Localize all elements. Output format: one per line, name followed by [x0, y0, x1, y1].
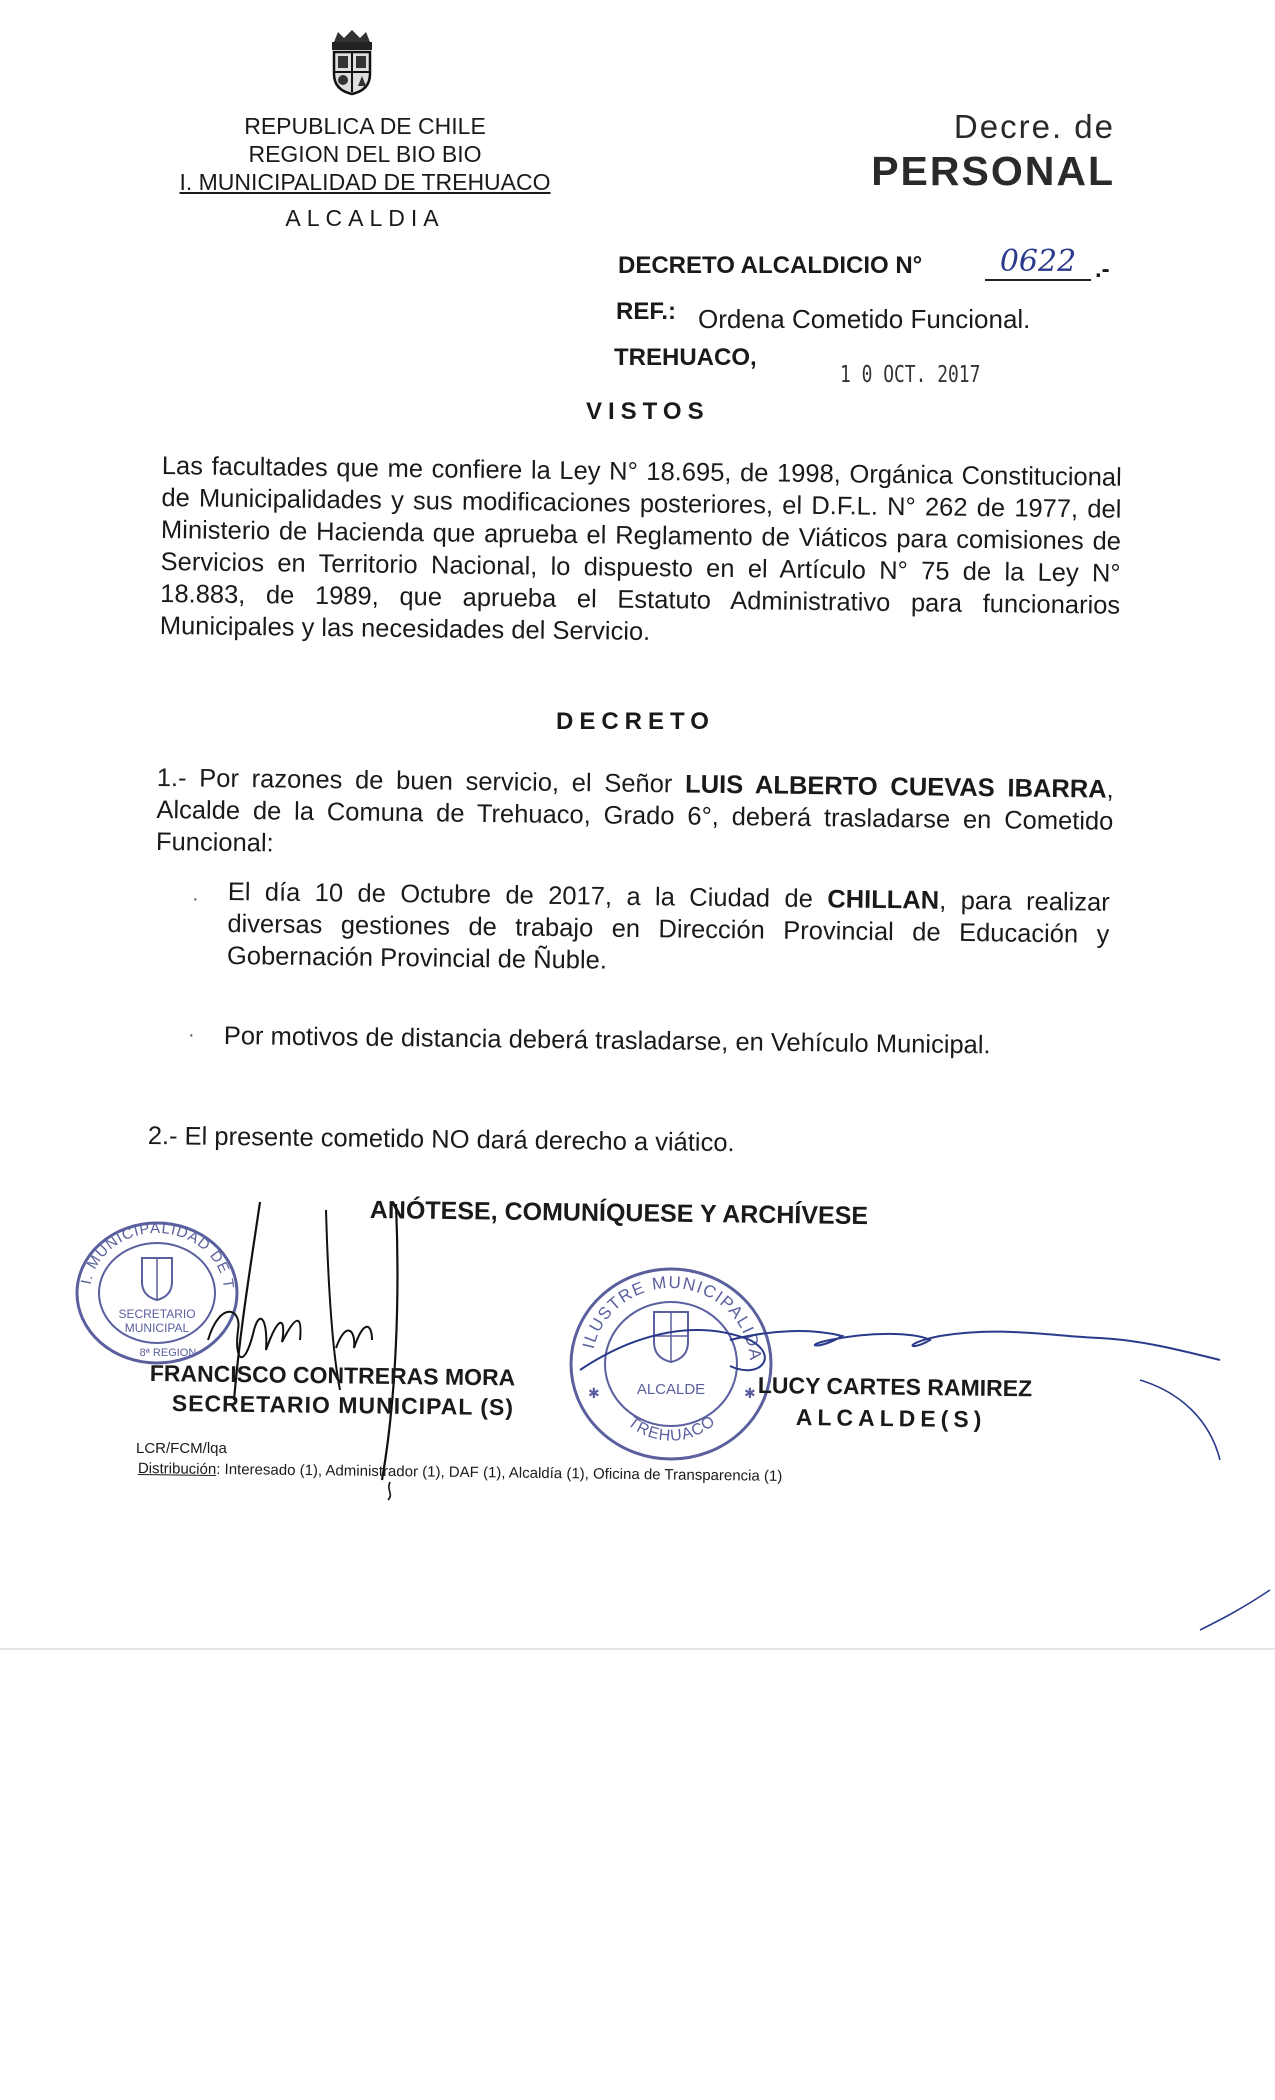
item1-rest: , Alcalde de la Comuna de Trehuaco, Grado 6°, deberá trasladarse en Cometido Funcional:	[155, 775, 1114, 858]
secretary-title: SECRETARIO MUNICIPAL (S)	[171, 1390, 515, 1421]
vistos-heading: VISTOS	[586, 398, 710, 425]
header-country: REPUBLICA DE CHILE	[244, 113, 486, 139]
mayor-title: ALCALDE(S)	[795, 1404, 987, 1433]
bullet-marker-1: ·	[192, 888, 199, 910]
decreto-item-1	[156, 762, 1114, 870]
svg-text:ILUSTRE MUNICIPALIDAD: ILUSTRE MUNICIPALIDAD	[559, 1249, 766, 1363]
svg-text:✱: ✱	[588, 1385, 600, 1401]
secretary-name: FRANCISCO CONTRERAS MORA	[149, 1360, 516, 1391]
decree-number-handwritten: 0622	[985, 244, 1091, 281]
ref-text: Ordena Cometido Funcional.	[698, 304, 1031, 334]
svg-text:8ª REGION: 8ª REGION	[139, 1347, 197, 1359]
vistos-paragraph: Las facultades que me confiere la Ley N° 18.695, de 1998, Orgánica Constitucional de Municipalidades y sus modificaciones posteriores, el D.F.L. N° 262 de 1977, del Ministerio de Hacienda que aprueba el Reglamento de Viáticos para comisiones de Servicios en Territorio Nacional, lo dispuesto en el Artículo N° 75 de la Ley N° 18.883, de 1989, que aprueba el Estatuto Administrativo para funcionarios Municipales y las necesidades del Servicio.	[159, 451, 1122, 646]
official-name: LUIS ALBERTO CUEVAS IBARRA	[684, 770, 1107, 804]
mayor-name: LUCY CARTES RAMIREZ	[757, 1372, 1033, 1402]
header-region: REGION DEL BIO BIO	[248, 141, 482, 167]
page-edge	[0, 1648, 1275, 1650]
decree-number-label: DECRETO ALCALDICIO N°	[618, 252, 923, 279]
destination-city: CHILLAN	[827, 885, 940, 915]
ref-label: REF.:	[616, 298, 676, 325]
decree-number-suffix: .-	[1095, 256, 1110, 283]
place-label: TREHUACO,	[614, 344, 757, 371]
svg-text:ALCALDE: ALCALDE	[636, 1381, 706, 1398]
distribution-list: : Interesado (1), Administrador (1), DAF (1), Alcaldía (1), Oficina de Transparencia (1)	[216, 1460, 783, 1485]
coat-of-arms-icon	[328, 28, 376, 96]
svg-text:TREHUACO: TREHUACO	[624, 1412, 720, 1445]
author-initials: LCR/FCM/lqa	[136, 1440, 227, 1457]
item1-intro: 1.- Por razones de buen servicio, el Señor	[156, 763, 673, 799]
svg-text:I. MUNICIPALIDAD DE TREHUACO: I. MUNICIPALIDAD DE TREHUACO	[65, 1205, 237, 1291]
closing-formula: ANÓTESE, COMUNÍQUESE Y ARCHÍVESE	[369, 1196, 869, 1231]
decreto-heading: DECRETO	[556, 708, 715, 735]
svg-text:✱: ✱	[744, 1385, 756, 1401]
svg-text:SECRETARIO: SECRETARIO	[118, 1307, 196, 1321]
distribution-label: Distribución	[137, 1460, 217, 1478]
date-stamp: 1 0 OCT. 2017	[840, 362, 981, 388]
header-office: ALCALDIA	[285, 205, 445, 231]
decree-type-line1: Decre. de	[953, 108, 1115, 145]
decreto-item-2: 2.- El presente cometido NO dará derecho a viático.	[147, 1121, 735, 1158]
bullet-marker-2: ·	[188, 1024, 195, 1046]
svg-text:MUNICIPAL: MUNICIPAL	[124, 1321, 190, 1335]
bullet1-intro: El día 10 de Octubre de 2017, a la Ciudad de	[227, 877, 814, 914]
decreto-bullet-1	[227, 876, 1110, 983]
decreto-bullet-2: Por motivos de distancia deberá trasladarse, en Vehículo Municipal.	[223, 1021, 991, 1060]
decree-type-line2: PERSONAL	[871, 148, 1115, 194]
bullet1-rest: , para realizar diversas gestiones de trabajo en Dirección Provincial de Educación y Gobernación Provincial de Ñuble.	[226, 886, 1110, 975]
header-municipality: I. MUNICIPALIDAD DE TREHUACO	[179, 169, 551, 195]
